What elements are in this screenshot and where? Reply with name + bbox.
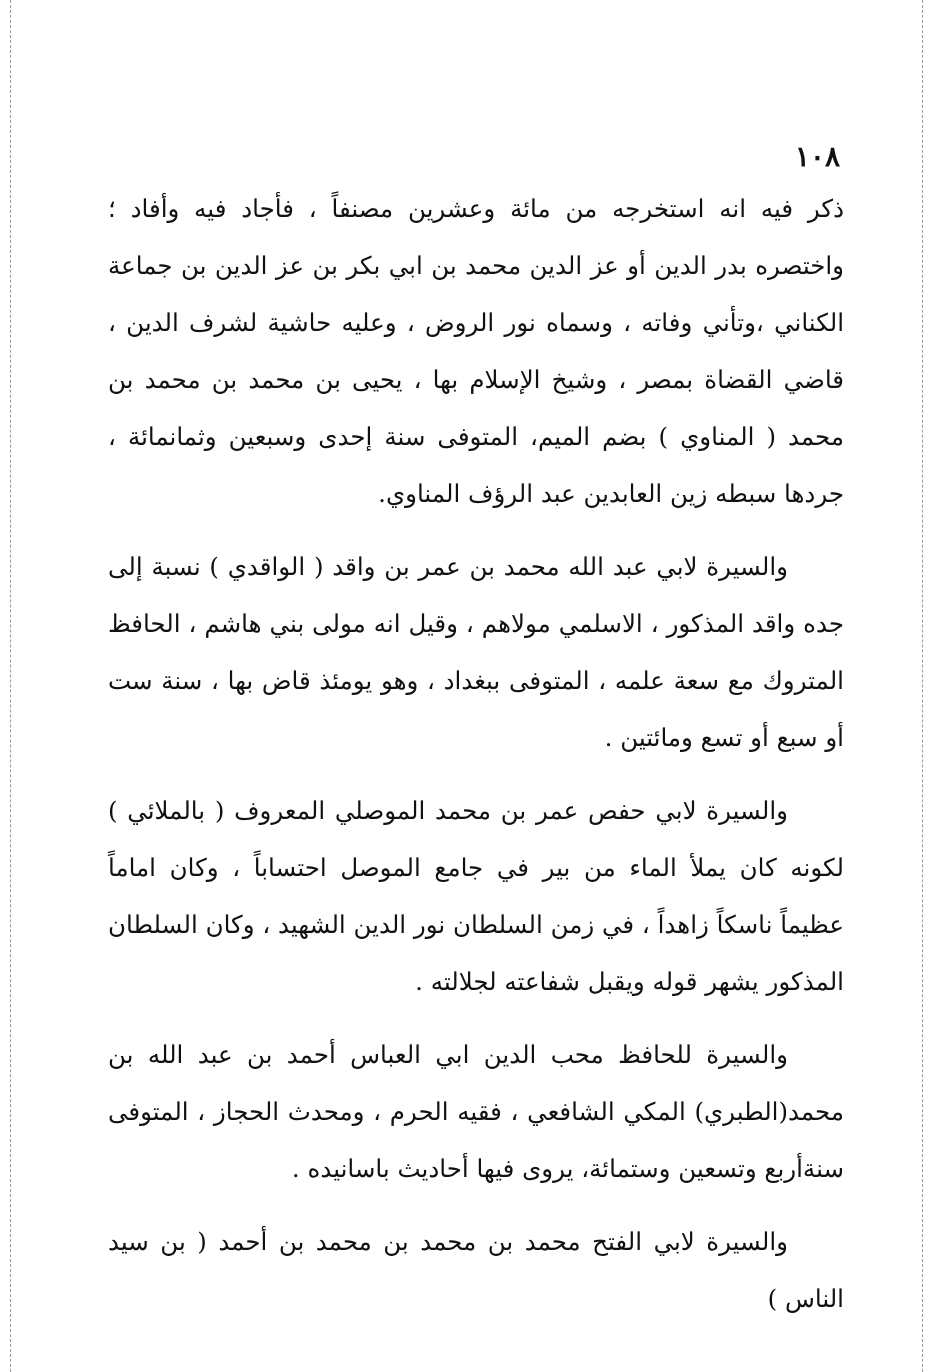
paragraph-5: والسيرة لابي الفتح محمد بن محمد بن محمد بن أحمد ( بن سيد الناس ) — [108, 1227, 844, 1313]
paragraph-3: والسيرة لابي حفص عمر بن محمد الموصلي المعروف ( بالملائي ) لكونه كان يملأ الماء من بير في جامع الموصل احتساباً ، وكان اماماً عظيماً ناسكاً زاهداً ، في زمن السلطان نور الدين الشهيد ، وكان السلطان المذكور يشهر قوله ويقبل شفاعته لجلالته . — [108, 796, 844, 996]
paragraph-2: والسيرة لابي عبد الله محمد بن عمر بن واقد ( الواقدي ) نسبة إلى جده واقد المذكور ، الاسلمي مولاهم ، وقيل انه مولى بني هاشم ، الحافظ المتروك مع سعة علمه ، المتوفى ببغداد ، وهو يومئذ قاض بها ، سنة ست أو سبع أو تسع ومائتين . — [108, 552, 844, 752]
paragraph-4: والسيرة للحافظ محب الدين ابي العباس أحمد بن عبد الله بن محمد(الطبري) المكي الشافعي ، فقيه الحرم ، ومحدث الحجاز ، المتوفى سنةأربع وتسعين وستمائة، يروى فيها أحاديث باسانيده . — [108, 1040, 844, 1183]
body-text — [108, 180, 844, 1343]
right-margin-dotted-line — [922, 0, 923, 1372]
paragraph-1: ذكر فيه انه استخرجه من مائة وعشرين مصنفاً ، فأجاد فيه وأفاد ؛ واختصره بدر الدين أو عز الدين محمد بن ابي بكر بن عز الدين بن جماعة الكناني ،وتأني وفاته ، وسماه نور الروض ، وعليه حاشية لشرف الدين ، قاضي القضاة بمصر ، وشيخ الإسلام بها ، يحيى بن محمد بن محمد بن محمد ( المناوي ) بضم الميم، المتوفى سنة إحدى وسبعين وثمانمائة ، جردها سبطه زين العابدين عبد الرؤف المناوي. — [108, 194, 844, 508]
left-margin-dotted-line — [10, 0, 11, 1372]
page-number: ١٠٨ — [794, 140, 840, 173]
